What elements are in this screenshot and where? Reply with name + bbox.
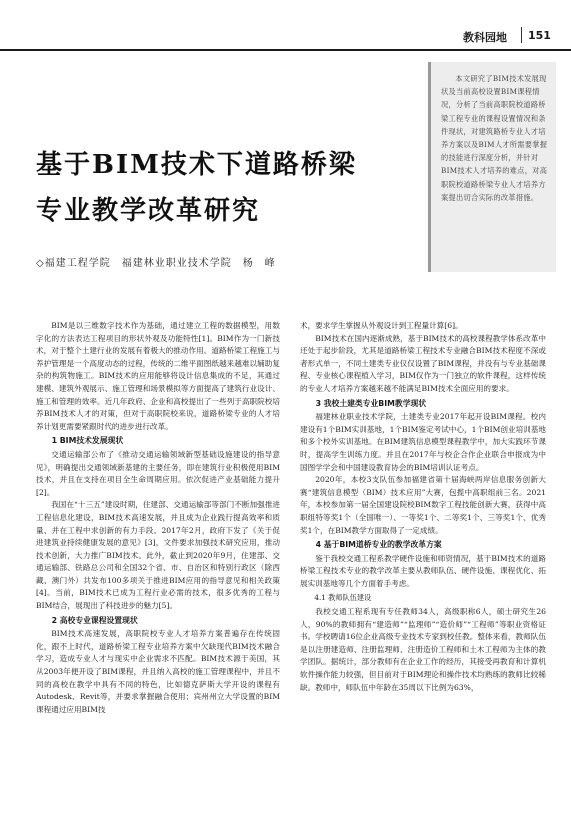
paragraph: BIM技术高速发展，高职院校专业人才培养方案普遍存在传统固化，跟不上时代，道路桥梁工程专业培养方案中欠缺现代BIM技术融合学习，造成专业人才与现实中企业需求不匹配。BIM技术源于美国，其从2003年便开设了BIM课程，并且纳入高校的施工管理课程中，并且不同的高校在教学中具有不同的特色，比如德克萨斯大学开设的课程有Autodesk、Revit等，并要求掌握融合使用；宾州州立大学设置的BIM课程通过应用BIM技	[36, 629, 280, 714]
paragraph: 交通运输部公布了《推动交通运输领域新型基础设施建设的指导意见》，明确提出交通领域新基建的主要任务，即在建筑行业积极使用BIM技术，并且在支持在项目全生命周期应用。依次促进产业基础能力提升[2]。	[36, 449, 280, 497]
author-line: ◇福建工程学院 福建林业职业技术学院 杨 峰	[36, 258, 276, 269]
left-column	[36, 320, 280, 716]
right-column	[300, 320, 546, 694]
header-rule	[0, 49, 571, 51]
header-section-label: 教科园地	[463, 31, 507, 44]
paragraph: 鉴于我校交通工程系教学硬件设施和师资情况，基于BIM技术的道路桥梁工程技术专业的教学改革主要从教师队伍、硬件设施、课程优化、拓展实训基地等几个方面着手考虑。	[300, 553, 546, 588]
header-separator	[521, 27, 522, 43]
title-line-1: 基于BIM技术下道路桥梁	[36, 150, 357, 180]
section-heading: 1 BIM技术发展现状	[51, 436, 124, 446]
paragraph: 2020年，本校3支队伍参加福建省第十届海峡两岸信息服务创新大赛“建筑信息模型（BIM）技术应用”大赛，包揽中高职组前三名。2021年，本校参加第一届全国建设院校BIM数字工程技能创新大赛，获得中高职组特等奖1个（全国唯一）、一等奖1个、二等奖1个、三等奖1个、优秀奖1个，在BIM教学方面取得了一定成绩。	[300, 475, 546, 535]
paragraph: 福建林业职业技术学院，土建类专业2017年起开设BIM课程。校内建设有1个BIM实训基地，1个BIM鉴定考试中心，1个BIM创业培训基地和多个校外实训基地。在BIM建筑信息模型课程教学中，加大实践环节课时，提高学生训练力度。并且在2017年与校企合作企业联合申报成为中国图学学会和中国建设教育协会的BIM培训认证考点。	[300, 412, 546, 472]
section-heading: 3 我校土建类专业BIM教学现状	[315, 398, 427, 408]
section-heading: 4 基于BIM道桥专业的教学改革方案	[315, 540, 442, 550]
abstract-text: 本文研究了BIM技术发展现状及当前高校设置BIM课程情况，分析了当前高职院校道路桥梁工程专业的课程设置情况和条件现状，对建筑路桥专业人才培养方案以及BIM人才所需要掌握的技能进行深度分析，并针对BIM技术人才培养的难点，对高职院校道路桥梁专业人才培养方案提出切合实际的改革措施。	[441, 74, 548, 202]
article-title	[36, 142, 406, 234]
paragraph: 术，要求学生掌握从外观设计到工程量计算[6]。	[300, 321, 463, 330]
paragraph: 我国在“十三五”建设时期，住建部、交通运输部等部门不断加强推进工程信息化建设，BIM技术高速发展，并且成为企业践行提高效率和质量、并在工程中求创新的有力手段。2017年2月，政府下发了《关于促进建筑业持续健康发展的意见》[3]，文件要求加强技术研究应用，推动技术创新，大力推广BIM技术。此外，截止到2020年9月，住建部、交通运输部、铁路总公司和全国32个省、市、自治区和特别行政区（除西藏、澳门外）共发布100多项关于推进BIM应用的指导意见和相关政策[4]。当前，BIM技术已成为工程行业必需的技术，很多优秀的工程与BIM结合，展现出了科技进步的魅力[5]。	[36, 500, 280, 611]
title-line-2: 专业教学改革研究	[36, 196, 261, 226]
page-number: 151	[528, 29, 551, 42]
abstract-box	[428, 62, 556, 272]
paragraph: 我校交通工程系现有专任教师34人，高级职称6人，硕士研究生26人，90%的教师拥有“建造师”“监理师”“造价师”“工程师”等职业资格证书。学校聘请16位企业高级专业技术专家到校任教。整体来看，教师队伍是以注册建造师、注册监理师、注册造价工程师和土木工程师为主体的教学团队。据统计，部分教师有在企业工作的经历，其接受再教育和计算机软件操作能力较强，但目前对于BIM理论和操作技术均熟练的教师比较稀缺。教师中，师队伍中年龄在35周以下比例为63%，	[300, 607, 546, 692]
paragraph: BIM技术在国内逐渐成熟，基于BIM技术的高校课程教学体系改革中还处于起步阶段，尤其是道路桥梁工程技术专业融合BIM技术程度不深或者形式单一，不同土建类专业仅仅设置了BIM课程，并没有与专业基础课程、专业核心课程植入学习，BIM仅作为一门独立的软件课程，这样传统的专业人才培养方案越来越不能满足BIM技术全面应用的要求。	[300, 333, 546, 393]
paragraph: BIM是以三维数字技术作为基础，通过建立工程的数据模型，用数字化的方法表达工程项目的形状外观及功能特性[1]。BIM作为一门新技术，对于整个土建行业的发展有着极大的推动作用。道路桥梁工程施工与养护管理是一个高度动态的过程，传统的二维平面图纸越来越难以辅助复杂的构筑物施工。BIM技术的应用能够将设计信息集成的不足，其通过建模、建筑外观展示、施工管理和场景模拟等方面提高了建筑行业设计、施工和管理的效率。近几年政府、企业和高校提出了一些列于高职院校培养BIM技术人才的对策，但对于高职院校来说，道路桥梁专业的人才培养计划更需要紧跟时代的进步进行改革。	[36, 321, 280, 431]
subsection-heading: 4.1 教师队伍建设	[314, 593, 372, 603]
section-heading: 2 高校专业课程设置现状	[51, 615, 138, 625]
